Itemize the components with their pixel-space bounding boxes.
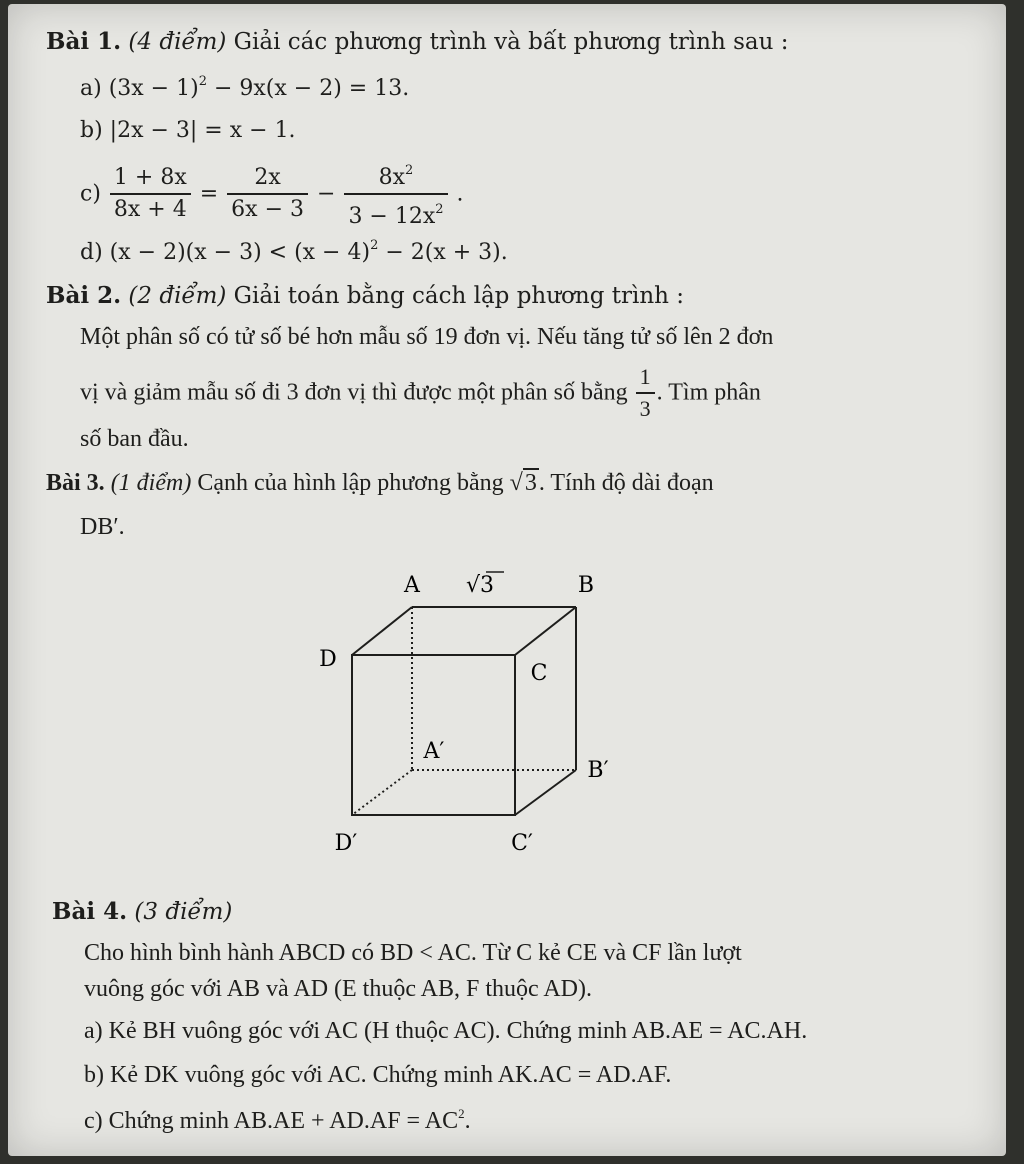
bai2-heading <box>46 282 684 309</box>
bai1-c-f3-den-base: 3 − 12x <box>348 204 436 229</box>
bai1-c-f2-num: 2x <box>227 163 308 195</box>
bai1-b <box>80 118 296 143</box>
bai3-line-2: DB′. <box>80 514 125 540</box>
bai1-c-f3-num-exp: 2 <box>405 163 414 178</box>
bai1-d-exp: 2 <box>370 238 379 253</box>
bai1-d-expr1: (x − 2)(x − 3) < (x − 4) <box>109 240 371 265</box>
bai3-points: (1 điểm) <box>110 470 192 496</box>
bai1-d-label: d) <box>80 240 103 265</box>
bai4-a: a) Kẻ BH vuông góc với AC (H thuộc AC). Chứng minh AB.AE = AC.AH. <box>84 1018 808 1044</box>
edge-length-label <box>466 573 494 598</box>
edge-DA <box>352 607 412 655</box>
bai1-c-fraction-3 <box>344 156 447 232</box>
front-face <box>352 655 515 815</box>
bai1-d <box>80 238 508 265</box>
bai1-c-f3-num-base: 8x <box>378 165 406 190</box>
bai3-description-b: . Tính độ dài đoạn <box>538 470 714 496</box>
bai4-c-end: . <box>464 1108 471 1134</box>
bai1-c-f1-den: 8x + 4 <box>113 197 187 222</box>
bai4-label: Bài 4. <box>52 898 128 925</box>
bai2-line-3: số ban đầu. <box>80 426 189 452</box>
bai1-b-expr: |2x − 3| = x − 1. <box>109 118 296 143</box>
vertex-D1: D′ <box>334 831 358 856</box>
edge-length-sqrt-symbol: √ <box>465 573 481 598</box>
bai1-points: (4 điểm) <box>128 29 227 55</box>
bai4-b: b) Kẻ DK vuông góc với AC. Chứng minh AK.AC = AD.AF. <box>84 1062 672 1088</box>
bai2-frac-num: 1 <box>636 362 655 394</box>
bai1-c-f3-den-exp: 2 <box>435 202 444 217</box>
bai2-fraction <box>636 362 655 424</box>
bai1-a-expr2: − 9x(x − 2) = 13. <box>206 76 410 101</box>
bai2-description: Giải toán bằng cách lập phương trình : <box>233 283 685 309</box>
bai3-label: Bài 3. <box>46 470 105 496</box>
bai1-a-exp: 2 <box>198 74 207 89</box>
bai3-sqrt-symbol: √ <box>509 470 523 496</box>
bai2-label: Bài 2. <box>46 282 122 309</box>
bai1-c-f1-num: 1 + 8x <box>110 163 191 195</box>
bai4-heading <box>52 898 232 925</box>
bai2-line-2 <box>80 362 761 424</box>
bai1-c-f3-num <box>344 156 447 195</box>
bai1-c-minus: − <box>317 181 336 207</box>
bai2-line-2a: vị và giảm mẫu số đi 3 đơn vị thì được một phân số bằng <box>80 379 628 406</box>
bai2-line-1: Một phân số có tử số bé hơn mẫu số 19 đơn vị. Nếu tăng tử số lên 2 đơn <box>80 324 774 350</box>
bai1-a-expr1: (3x − 1) <box>108 76 199 101</box>
cube-figure <box>300 560 640 860</box>
vertex-A1: A′ <box>423 739 445 764</box>
bai1-c-end: . <box>456 181 464 207</box>
bai3-heading <box>46 470 714 497</box>
bai4-c <box>84 1106 471 1135</box>
edge-A1D1-hidden <box>352 770 412 815</box>
bai1-d-expr2: − 2(x + 3). <box>378 240 508 265</box>
bai1-c-label: c) <box>80 181 101 207</box>
bai4-line-1: Cho hình bình hành ABCD có BD < AC. Từ C kẻ CE và CF lần lượt <box>84 940 742 966</box>
vertex-A: A <box>404 573 420 598</box>
bai3-sqrt-value: 3 <box>524 470 537 496</box>
vertex-C1: C′ <box>511 831 533 856</box>
edge-CB <box>515 607 576 655</box>
bai3-description-a: Cạnh của hình lập phương bằng <box>197 470 504 496</box>
bai1-c-eq: = <box>199 181 219 207</box>
vertex-D: D <box>319 647 337 672</box>
edge-C1B1 <box>515 770 576 815</box>
bai1-description: Giải các phương trình và bất phương trình sau : <box>233 29 789 55</box>
bai4-c-exp: 2 <box>458 1106 465 1121</box>
bai1-c-fraction-1 <box>110 163 191 225</box>
bai1-a-label: a) <box>80 76 102 101</box>
bai4-line-2: vuông góc với AB và AD (E thuộc AB, F thuộc AD). <box>84 976 593 1002</box>
bai2-frac-den: 3 <box>639 396 651 421</box>
bai4-c-base: c) Chứng minh AB.AE + AD.AF = AC <box>84 1108 459 1134</box>
bai1-c-f2-den: 6x − 3 <box>231 197 304 222</box>
bai1-heading <box>46 28 789 55</box>
bai1-a <box>80 74 409 101</box>
vertex-B1: B′ <box>587 758 609 783</box>
bai1-b-label: b) <box>80 118 103 143</box>
bai1-c-fraction-2 <box>227 163 308 225</box>
bai1-c <box>80 156 464 232</box>
bai3-sqrt <box>510 470 539 497</box>
bai1-label: Bài 1. <box>46 28 122 55</box>
bai4-points: (3 điểm) <box>134 899 233 925</box>
bai2-points: (2 điểm) <box>128 283 227 309</box>
vertex-B: B <box>577 573 595 598</box>
bai1-c-f3-den <box>344 195 447 232</box>
bai2-line-2b: . Tìm phân <box>656 379 761 406</box>
vertex-C: C <box>530 661 548 686</box>
edge-length-value: 3 <box>480 573 495 598</box>
